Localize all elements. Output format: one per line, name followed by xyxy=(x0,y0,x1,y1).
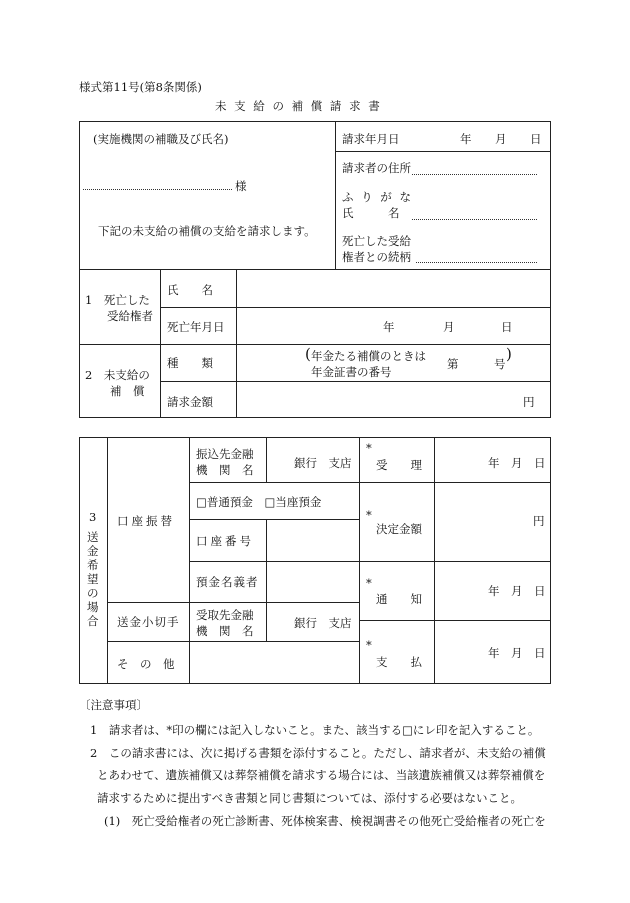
bank-value: 銀行 支店 xyxy=(294,456,352,470)
deceased-name-label: 氏 名 xyxy=(167,283,213,297)
request-date-year: 年 xyxy=(460,132,472,146)
notice-label: 通 知 xyxy=(376,592,422,606)
payment-date: 年 月 日 xyxy=(488,646,546,660)
current-label: 当座預金 xyxy=(275,495,322,509)
asterisk-1: * xyxy=(366,441,372,455)
note-2b: とあわせて、遺族補償又は葬祭補償を請求する場合には、当該遺族補償又は葬祭補償を xyxy=(97,768,546,782)
receipt-date: 年 月 日 xyxy=(488,456,546,470)
death-date-day: 日 xyxy=(501,320,513,334)
address-field[interactable] xyxy=(412,174,537,175)
claim-amount-yen: 円 xyxy=(523,395,535,409)
account-number-label: 口座番号 xyxy=(196,534,254,548)
pension-dai: 第 xyxy=(447,357,459,371)
relation-field[interactable] xyxy=(416,262,537,263)
remittance-check-label: 送金小切手 xyxy=(117,615,180,629)
section2-label-2: 補 償 xyxy=(110,384,145,398)
section1-label-1: 1 死亡した xyxy=(85,293,150,307)
asterisk-2: * xyxy=(366,508,372,522)
recv-bank-value: 銀行 支店 xyxy=(294,616,352,630)
account-transfer-label: 口座振替 xyxy=(117,514,175,528)
form-title: 未 支 給 の 補 償 請 求 書 xyxy=(215,99,382,113)
section2-label-1: 2 未支給の xyxy=(85,368,150,382)
notes-heading: 〔注意事項〕 xyxy=(79,698,148,712)
other-label: そ の 他 xyxy=(117,657,175,671)
pension-label-2: 年金証書の番号 xyxy=(311,365,392,379)
section1-label-2: 受給権者 xyxy=(107,309,153,323)
asterisk-3: * xyxy=(366,576,372,590)
current-checkbox[interactable]: □ xyxy=(264,495,276,509)
form-number: 様式第11号(第8条関係) xyxy=(79,80,202,94)
death-date-label: 死亡年月日 xyxy=(167,320,225,334)
bank-label-2: 機 関 名 xyxy=(196,463,254,477)
note-2-1: (1) 死亡受給権者の死亡診断書、死体検案書、検視調書その他死亡受給権者の死亡を xyxy=(104,814,546,828)
pension-label-1: 年金たる補償のときは xyxy=(311,349,426,363)
furigana-label: ふ り が な xyxy=(342,190,413,204)
claimant-name-field[interactable] xyxy=(412,219,537,220)
claim-amount-label: 請求金額 xyxy=(167,395,213,409)
compensation-kind-label: 種 類 xyxy=(167,356,213,370)
note-2c: 請求するために提出すべき書類と同じ書類については、添付する必要はないこと。 xyxy=(97,791,523,805)
note-2a: 2 この請求書には、次に掲げる書類を添付すること。ただし、請求者が、未支給の補償 xyxy=(90,746,546,760)
recv-bank-label-1: 受取先金融 xyxy=(196,608,254,622)
section3-number: 3 xyxy=(89,510,97,524)
address-label: 請求者の住所 xyxy=(342,161,411,175)
payment-label: 支 払 xyxy=(376,655,422,669)
institution-label: (実施機関の補職及び氏名) xyxy=(93,132,229,146)
ordinary-checkbox[interactable]: □ xyxy=(196,495,207,509)
sama-label: 様 xyxy=(235,179,247,193)
death-date-month: 月 xyxy=(443,320,455,334)
deposit-type-row xyxy=(196,494,321,510)
receipt-label: 受 理 xyxy=(376,458,422,472)
notice-date: 年 月 日 xyxy=(488,584,546,598)
request-sentence: 下記の未支給の補償の支給を請求します。 xyxy=(98,224,316,238)
asterisk-4: * xyxy=(366,638,372,652)
bracket-close: ) xyxy=(506,345,512,363)
decided-amount-label: 決定金額 xyxy=(376,522,422,536)
death-date-year: 年 xyxy=(383,320,395,334)
request-date-label: 請求年月日 xyxy=(342,132,400,146)
request-date-month: 月 xyxy=(495,132,507,146)
ordinary-label: 普通預金 xyxy=(206,495,253,509)
section3-vertical-label: 送金希望の場合 xyxy=(87,530,99,628)
pension-go: 号 xyxy=(494,357,506,371)
request-date-day: 日 xyxy=(530,132,542,146)
institution-field[interactable] xyxy=(83,189,232,190)
bank-label-1: 振込先金融 xyxy=(196,447,254,461)
decided-amount-yen: 円 xyxy=(533,514,545,528)
relation-label-1: 死亡した受給 xyxy=(342,234,411,248)
claimant-name-label: 氏 名 xyxy=(342,206,400,220)
bracket-open: ( xyxy=(305,345,311,363)
account-holder-label: 預金名義者 xyxy=(196,575,259,589)
note-1: 1 請求者は、*印の欄には記入しないこと。また、該当する□にレ印を記入すること。 xyxy=(90,723,540,737)
recv-bank-label-2: 機 関 名 xyxy=(196,624,254,638)
relation-label-2: 権者との続柄 xyxy=(342,250,411,264)
